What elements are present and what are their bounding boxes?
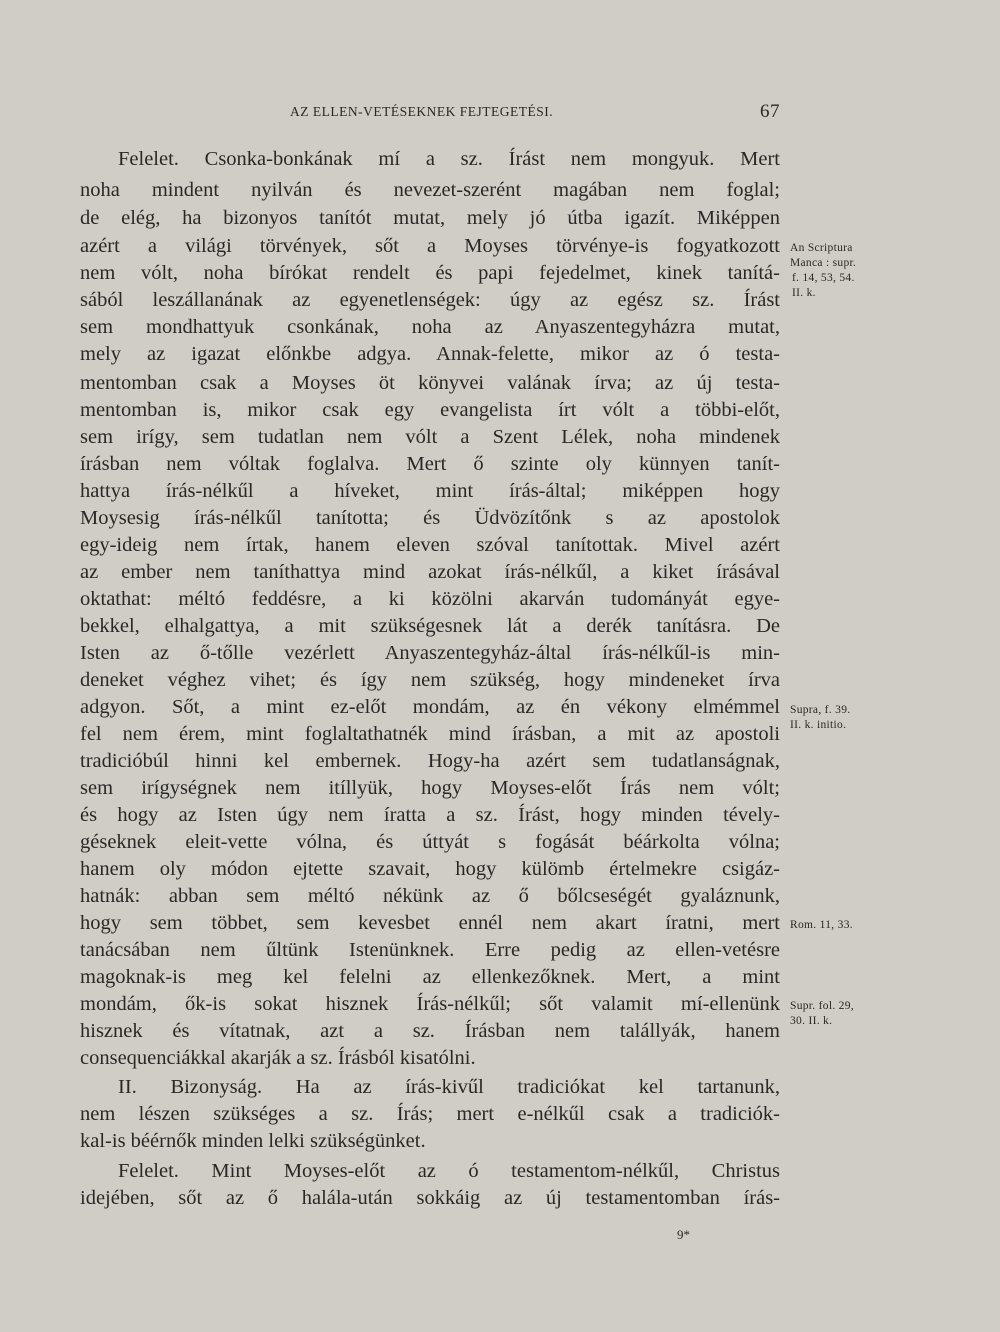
- text-line: fel nem érem, mint foglaltathatnék mind írásban, a mit az apostoli: [80, 723, 780, 745]
- text-line: noha mindent nyilván és nevezet-szerént magában nem foglal;: [80, 179, 780, 201]
- text-line: hattya írás-nélkűl a híveket, mint írás-által; miképpen hogy: [80, 480, 780, 502]
- text-line: nem lészen szükséges a sz. Írás; mert e-nélkűl csak a tradiciók-: [80, 1103, 780, 1125]
- text-line: mely az igazat előnkbe adgya. Annak-felette, mikor az ó testa-: [80, 343, 780, 365]
- text-line: az ember nem taníthattya mind azokat írás-nélkűl, a kiket írásával: [80, 561, 780, 583]
- text-line: mentomban is, mikor csak egy evangelista írt vólt a többi-előt,: [80, 399, 780, 421]
- text-line: adgyon. Sőt, a mint ez-előt mondám, az én vékony elmémmel: [80, 696, 780, 718]
- text-line: deneket véghez vihet; és így nem szükség, hogy mindeneket írva: [80, 669, 780, 691]
- running-title: AZ ELLEN-VETÉSEKNEK FEJTEGETÉSI.: [290, 104, 554, 119]
- text-line: géseknek eleit-vette vólna, és úttyát s fogását béárkolta vólna;: [80, 831, 780, 853]
- margin-note-line: Supra, f. 39.: [790, 704, 851, 716]
- margin-note-line: Supr. fol. 29,: [790, 1000, 854, 1012]
- text-line: magoknak-is meg kel felelni az ellenkezőknek. Mert, a mint: [80, 966, 780, 988]
- text-line: idejében, sőt az ő halála-után sokkáig az új testamentomban írás-: [80, 1187, 780, 1209]
- margin-note-line: 30. II. k.: [790, 1015, 833, 1027]
- text-line: II. Bizonyság. Ha az írás-kivűl tradiciókat kel tartanunk,: [118, 1076, 780, 1098]
- text-line: sem irígységnek nem itíllyük, hogy Moyses-előt Írás nem vólt;: [80, 777, 780, 799]
- text-line: nem vólt, noha bírókat rendelt és papi fejedelmet, kinek tanítá-: [80, 262, 780, 284]
- margin-note: [790, 703, 900, 733]
- text-line: hanem oly módon ejtette szavait, hogy külömb értelmekre csigáz-: [80, 858, 780, 880]
- text-line: azért a világi törvények, sőt a Moyses törvénye-is fogyatkozott: [80, 235, 780, 257]
- text-line: oktathat: méltó feddésre, a ki közölni akarván tudományát egye-: [80, 588, 780, 610]
- text-line: Felelet. Csonka-bonkának mí a sz. Írást nem mongyuk. Mert: [118, 148, 780, 170]
- margin-note-line: Rom. 11, 33.: [790, 919, 853, 931]
- text-line: sem mondhattyuk csonkának, noha az Anyaszentegyházra mutat,: [80, 316, 780, 338]
- text-line: tradicióbúl hinni kel embernek. Hogy-ha azért sem tudatlanságnak,: [80, 750, 780, 772]
- running-head: [290, 101, 780, 124]
- text-line: sem irígy, sem tudatlan nem vólt a Szent Lélek, noha mindenek: [80, 426, 780, 448]
- text-line: hogy sem többet, sem kevesbet ennél nem akart íratni, mert: [80, 912, 780, 934]
- text-line: mentomban csak a Moyses öt könyvei valának írva; az új testa-: [80, 372, 780, 394]
- text-line: hisznek és vítatnak, azt a sz. Írásban nem talállyák, hanem: [80, 1020, 780, 1042]
- margin-note-line: II. k.: [792, 287, 816, 299]
- text-line: írásban nem vóltak foglalva. Mert ő szinte oly künnyen tanít-: [80, 453, 780, 475]
- text-line: egy-ideig nem írtak, hanem eleven szóval tanítottak. Mivel azért: [80, 534, 780, 556]
- text-line: sából leszállanának az egyenetlenségek: úgy az egész sz. Írást: [80, 289, 780, 311]
- text-line: Isten az ő-tőlle vezérlett Anyaszentegyház-által írás-nélkűl-is min-: [80, 642, 780, 664]
- page-number: 67: [760, 101, 780, 122]
- margin-note-line: An Scriptura: [790, 242, 853, 254]
- margin-note: [790, 999, 900, 1029]
- text-line: Felelet. Mint Moyses-előt az ó testamentom-nélkűl, Christus: [118, 1160, 780, 1182]
- margin-note-line: Manca : supr.: [790, 257, 857, 269]
- margin-note-line: f. 14, 53, 54.: [792, 272, 855, 284]
- text-line: tanácsában nem űltünk Istenünknek. Erre pedig az ellen-vetésre: [80, 939, 780, 961]
- text-line: kal-is béérnők minden lelki szükségünket.: [80, 1130, 426, 1152]
- text-line: consequenciákkal akarják a sz. Írásból kisatólni.: [80, 1047, 476, 1069]
- margin-note-line: II. k. initio.: [790, 719, 847, 731]
- text-line: hatnák: abban sem méltó nékünk az ő bőlcseségét gyaláznunk,: [80, 885, 780, 907]
- text-line: és hogy az Isten úgy nem íratta a sz. Írást, hogy minden tévely-: [80, 804, 780, 826]
- text-line: mondám, ők-is sokat hisznek Írás-nélkűl; sőt valamit mí-ellenünk: [80, 993, 780, 1015]
- margin-note: [790, 918, 900, 933]
- text-line: de elég, ha bizonyos tanítót mutat, mely jó útba igazít. Miképpen: [80, 207, 780, 229]
- text-line: bekkel, elhalgattya, a mit szükségesnek lát a derék tanításra. De: [80, 615, 780, 637]
- signature-mark: 9*: [677, 1227, 690, 1242]
- margin-note: [790, 241, 900, 301]
- text-line: Moysesig írás-nélkűl tanította; és Üdvözítőnk s az apostolok: [80, 507, 780, 529]
